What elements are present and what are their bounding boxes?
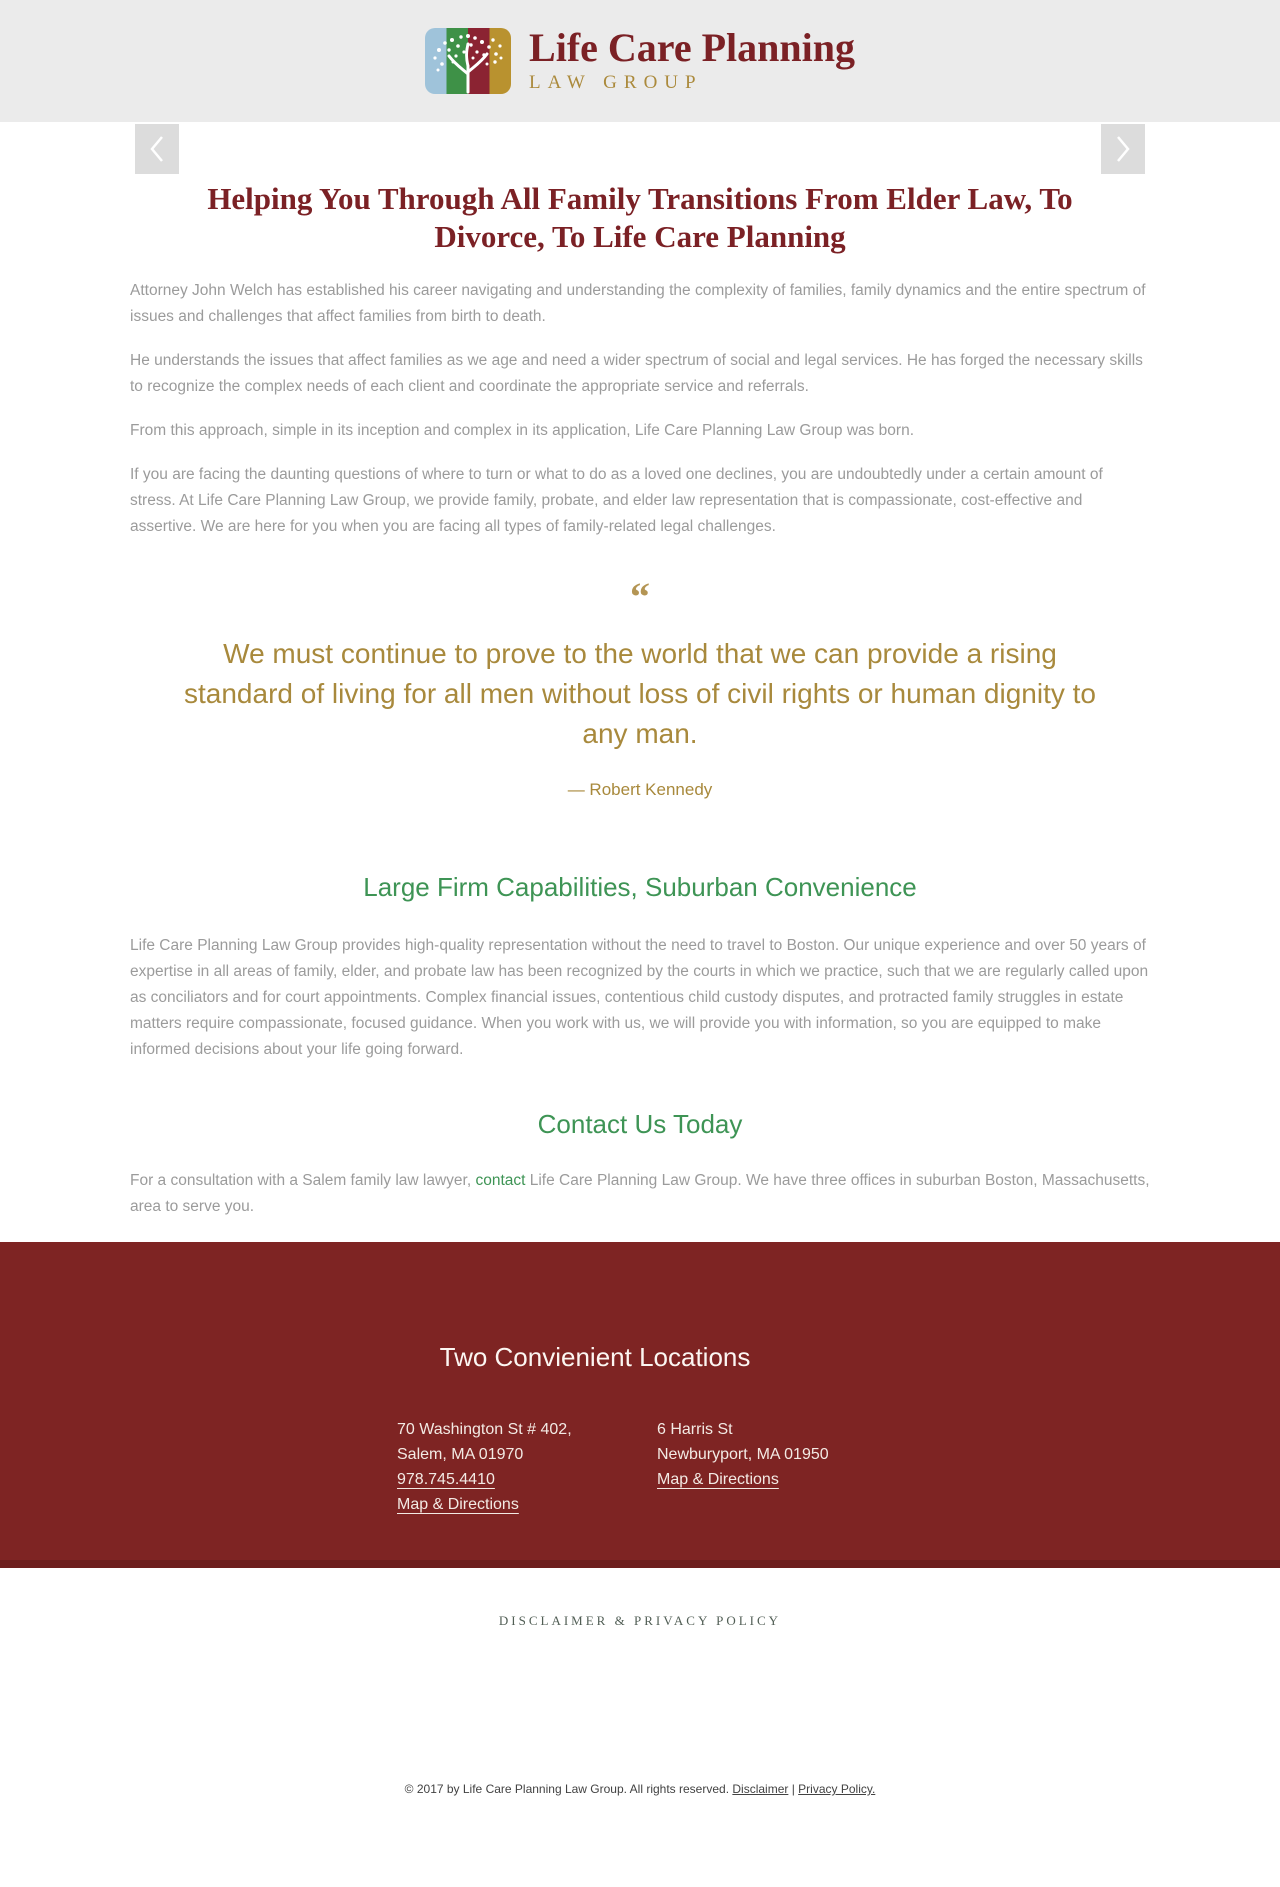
locations-heading: Two Convienient Locations [439,1342,751,1372]
carousel-next-button[interactable] [1101,124,1145,174]
page-title: Helping You Through All Family Transitions From Elder Law, To Divorce, To Life Care Planning [207,181,1073,254]
location-address-line: 70 Washington St # 402, [397,1421,572,1438]
logo-tree-icon [425,28,511,94]
chevron-right-icon [1113,133,1133,165]
copyright-disclaimer-link[interactable]: Disclaimer [732,1782,789,1796]
locations-row [397,1417,1280,1517]
logo-title: Life Care Planning [529,25,855,70]
carousel-prev-button[interactable] [135,124,179,174]
capabilities-heading: Large Firm Capabilities, Suburban Convenience [363,872,917,902]
location-address-line: 6 Harris St [657,1421,733,1438]
location-map-link[interactable]: Map & Directions [657,1471,779,1488]
location-newburyport [657,1417,917,1517]
location-phone-link[interactable]: 978.745.4410 [397,1471,495,1488]
capabilities-paragraph: Life Care Planning Law Group provides high-quality representation without the need to travel to Boston. Our unique experience and over 50 years of expertise in all areas of family, elder, and probate law has been recognized by the courts in which we practice, such that we are regularly called upon as conciliators and for court appointments. Complex financial issues, contentious child custody disputes, and protracted family struggles in estate matters require compassionate, focused guidance. When you work with us, we will provide you with information, so you are equipped to make informed decisions about your life going forward. [130,937,1149,1058]
contact-text-after: Life Care Planning Law Group. We have three offices in suburban Boston, Massachusetts, area to serve you. [130,1172,1150,1215]
contact-paragraph [130,1168,1150,1220]
intro-paragraph-4: If you are facing the daunting questions of where to turn or what to do as a loved one declines, you are undoubtedly under a certain amount of stress. At Life Care Planning Law Group, we provide family, probate, and elder law representation that is compassionate, cost-effective and assertive. We are here for you when you are facing all types of family-related legal challenges. [130,466,1103,535]
location-address-line: Salem, MA 01970 [397,1446,524,1463]
footer-accent-strip [0,1560,1280,1568]
quote-text: We must continue to prove to the world that we can provide a rising standard of living for all men without loss of civil rights or human dignity to any man. [184,638,1096,749]
intro-paragraph-2: He understands the issues that affect families as we age and need a wider spectrum of social and legal services. He has forged the necessary skills to recognize the complex needs of each client and coordinate the appropriate service and referrals. [130,352,1143,395]
disclaimer-privacy-link[interactable]: DISCLAIMER & PRIVACY POLICY [498,1613,782,1628]
location-salem [397,1417,657,1517]
copyright-privacy-link[interactable]: Privacy Policy. [798,1782,876,1796]
locations-section [0,1242,1280,1568]
location-map-link[interactable]: Map & Directions [397,1496,519,1513]
bottom-footer [0,1568,1280,1887]
contact-heading: Contact Us Today [537,1109,743,1139]
site-header [0,0,1280,122]
quote-attribution: — Robert Kennedy [567,780,713,799]
copyright-separator: | [788,1782,799,1796]
copyright-text: © 2017 by Life Care Planning Law Group. All rights reserved. [404,1782,733,1796]
logo-subtitle: LAW GROUP [529,72,703,93]
contact-text-before: For a consultation with a Salem family law lawyer, [130,1172,476,1189]
logo[interactable] [425,25,855,94]
chevron-left-icon [147,133,167,165]
quote-icon: “ [630,574,650,619]
location-address-line: Newburyport, MA 01950 [657,1446,829,1463]
logo-text [529,25,855,94]
main-content [0,122,1280,1242]
quote-block [130,574,1150,800]
intro-paragraph-3: From this approach, simple in its inception and complex in its application, Life Care Planning Law Group was born. [130,422,915,439]
intro-paragraph-1: Attorney John Welch has established his career navigating and understanding the complexity of families, family dynamics and the entire spectrum of issues and challenges that affect families from birth to death. [130,282,1146,325]
contact-link[interactable]: contact [475,1172,526,1189]
copyright-line [0,1782,1280,1796]
